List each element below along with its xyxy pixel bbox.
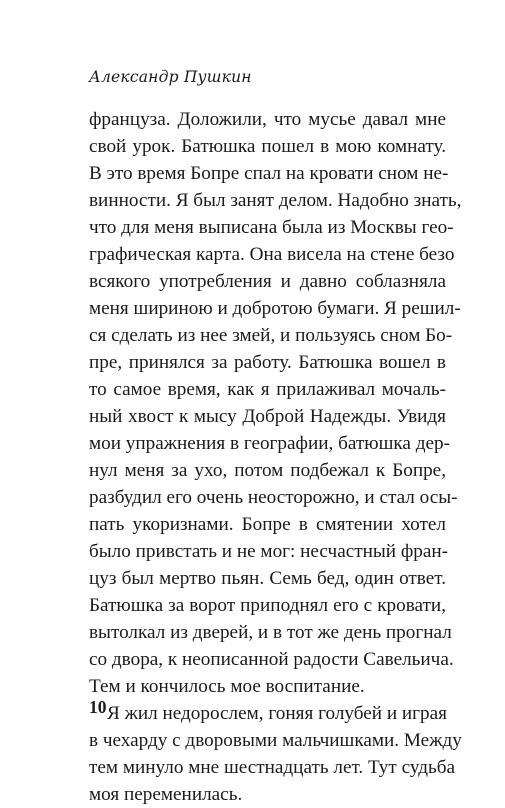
text-line: тем минуло мне шестнадцать лет. Тут судьба: [89, 757, 456, 778]
text-line: со двора, к неописанной радости Савельича.: [89, 649, 454, 670]
text-line: вытолкал из дверей, и в тот же день прогнал: [89, 622, 452, 643]
page-number: 10: [89, 697, 107, 717]
text-line: пать укоризнами. Бопре в смятении хотел: [89, 514, 446, 535]
text-line: то самое время, как я прилаживал мочаль-: [89, 379, 446, 400]
paragraph: [89, 106, 462, 700]
text-line: что для меня выписана была из Москвы гео-: [89, 217, 454, 238]
text-line: ный хвост к мысу Доброй Надежды. Увидя: [89, 406, 446, 427]
text-line: винности. Я был занят делом. Надобно знать,: [89, 190, 462, 211]
text-line: цуз был мертво пьян. Семь бед, один ответ.: [89, 568, 446, 589]
text-line: разбудил его очень неосторожно, и стал осы-: [89, 487, 458, 508]
text-line: нул меня за ухо, потом подбежал к Бопре,: [89, 460, 446, 481]
text-line: меня шириною и добротою бумаги. Я решил-: [89, 298, 461, 319]
text-line: графическая карта. Она висела на стене безо: [89, 244, 455, 265]
text-line: В это время Бопре спал на кровати сном не-: [89, 163, 449, 184]
paragraph: [89, 700, 462, 808]
text-line: Батюшка за ворот приподнял его с кровати,: [89, 595, 446, 616]
text-line: француза. Доложили, что мусье давал мне: [89, 109, 446, 130]
text-line: было привстать и не мог: несчастный фран-: [89, 541, 449, 562]
text-line: всякого употребления и давно соблазняла: [89, 271, 446, 292]
running-header: Александр Пушкин: [89, 68, 252, 86]
text-line: мои упражнения в географии, батюшка дер-: [89, 433, 450, 454]
text-line: моя переменилась.: [89, 784, 243, 805]
text-line: свой урок. Батюшка пошел в мою комнату.: [89, 136, 446, 157]
text-line: в чехарду с дворовыми мальчишками. Между: [89, 730, 462, 751]
text-line: Тем и кончилось мое воспитание.: [89, 676, 365, 697]
text-line: Я жил недорослем, гоняя голубей и играя: [107, 703, 447, 724]
body-text: [89, 106, 462, 808]
text-line: пре, принялся за работу. Батюшка вошел в: [89, 352, 446, 373]
text-line: ся сделать из нее змей, и пользуясь сном Бо-: [89, 325, 453, 346]
